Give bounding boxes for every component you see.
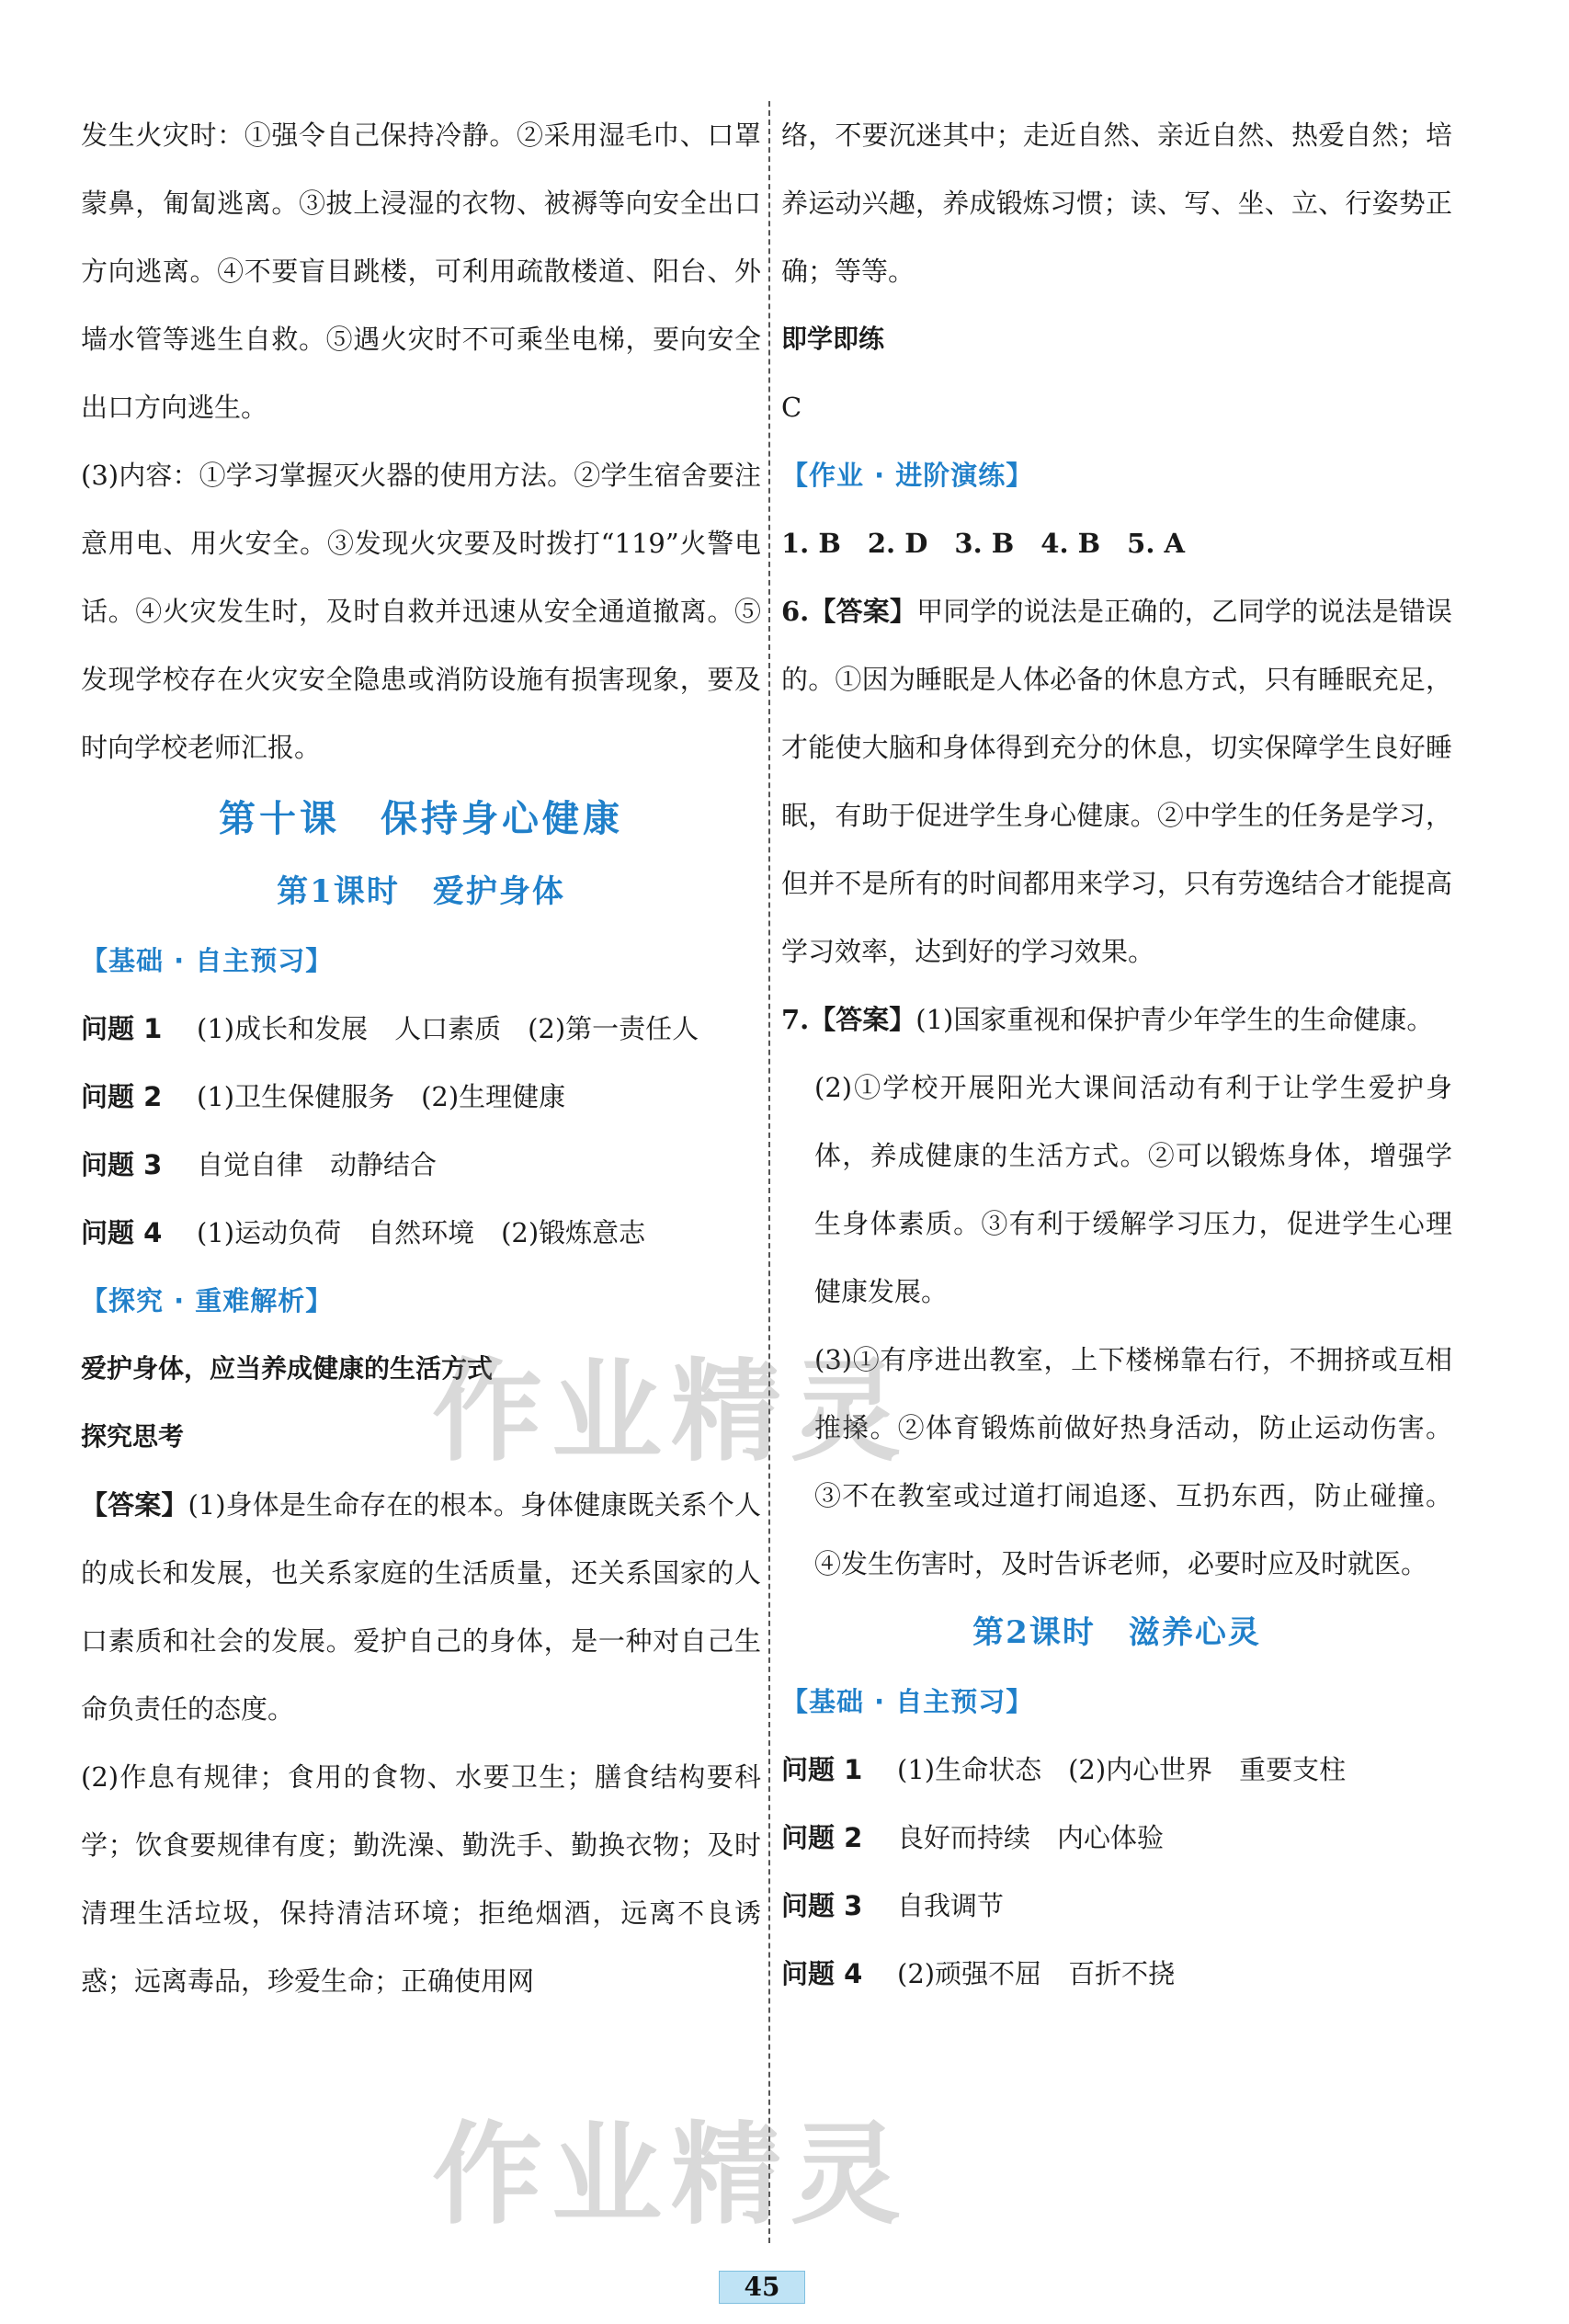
continued-paragraph: 络，不要沉迷其中；走近自然、亲近自然、热爱自然；培养运动兴趣，养成锻炼习惯；读、写、坐、立、行姿势正确；等等。 [781,120,1452,287]
question-label: 问题 1 [81,1013,163,1044]
explore-heading: 爱护身体，应当养成健康的生活方式 [81,1353,494,1384]
question-answer: (1)卫生保健服务 (2)生理健康 [197,1081,566,1112]
question-number: 6. [781,596,810,627]
question-label: 问题 3 [81,1149,163,1180]
answer-text: (1)国家重视和保护青少年学生的生命健康。 [915,1004,1434,1035]
watermark: 作业精灵 [432,2112,910,2239]
question-answer: (2)顽强不屈 百折不挠 [897,1958,1176,1989]
question-row [781,1736,1452,1804]
column-divider [768,101,770,2243]
right-column [781,101,1452,2008]
answer-text: (1)身体是生命存在的根本。身体健康既关系个人的成长和发展，也关系家庭的生活质量，还关系国家的人口素质和社会的发展。爱护自己的身体，是一种对自己生命负责任的态度。 [81,1489,761,1725]
question-7-part-2: (2)①学校开展阳光大课间活动有利于让学生爱护身体，养成健康的生活方式。②可以锻炼身体，增强学生身体素质。③有利于缓解学习压力，促进学生心理健康发展。 [814,1072,1452,1307]
lesson-title: 第十课 保持身心健康 [219,797,623,840]
question-row [781,1940,1452,2008]
question-row [81,1131,761,1199]
left-column [81,101,761,2015]
section-tag-basic: 【基础 · 自主预习】 [81,945,334,976]
answer-label: 【答案】 [809,1004,916,1035]
practice-answer: C [781,392,802,423]
question-answer: 自我调节 [897,1890,1005,1921]
question-answer: 良好而持续 内心体验 [897,1822,1165,1853]
question-row [81,995,761,1063]
period-2-title: 第2课时 滋养心灵 [972,1614,1261,1651]
question-row [81,1199,761,1267]
fire-safety-content-paragraph: (3)内容：①学习掌握灭火器的使用方法。②学生宿舍要注意用电、用火安全。③发现火灾要及时拨打“119”火警电话。④火灾发生时，及时自救并迅速从安全通道撤离。⑤发现学校存在火灾安全隐患或消防设施有损害现象，要及时向学校老师汇报。 [81,460,761,763]
section-tag-homework: 【作业 · 进阶演练】 [781,460,1034,491]
think-heading: 探究思考 [81,1421,185,1452]
question-answer: (1)生命状态 (2)内心世界 重要支柱 [897,1754,1347,1785]
section-tag-basic-2: 【基础 · 自主预习】 [781,1686,1034,1717]
question-7-part-3: (3)①有序进出教室，上下楼梯靠右行，不拥挤或互相推搡。②体育锻炼前做好热身活动，防止运动伤害。③不在教室或过道打闹追逐、互扔东西，防止碰撞。④发生伤害时，及时告诉老师，必要时应及时就医。 [814,1344,1452,1579]
watermark: 作业精灵 [432,1349,910,1476]
section-tag-explore: 【探究 · 重难解析】 [81,1285,334,1316]
multiple-choice-answers: 1. B 2. D 3. B 4. B 5. A [781,528,1186,559]
answer-label: 【答案】 [809,596,917,627]
question-row [781,1872,1452,1940]
question-answer: (1)运动负荷 自然环境 (2)锻炼意志 [197,1217,646,1248]
question-7 [781,985,1452,1054]
fire-escape-paragraph: 发生火灾时：①强令自己保持冷静。②采用湿毛巾、口罩蒙鼻，匍匐逃离。③披上浸湿的衣物、被褥等向安全出口方向逃离。④不要盲目跳楼，可利用疏散楼道、阳台、外墙水管等逃生自救。⑤遇火灾时不可乘坐电梯，要向安全出口方向逃生。 [81,120,761,423]
question-number: 7. [781,1004,810,1035]
explore-answer-2: (2)作息有规律；食用的食物、水要卫生；膳食结构要科学；饮食要规律有度；勤洗澡、勤洗手、勤换衣物；及时清理生活垃圾，保持清洁环境；拒绝烟酒，远离不良诱惑；远离毒品，珍爱生命；正确使用网 [81,1761,761,1997]
question-label: 问题 1 [781,1754,863,1785]
question-row [81,1063,761,1131]
page-number: 45 [719,2271,805,2304]
question-label: 问题 2 [781,1822,863,1853]
question-answer: 自觉自律 动静结合 [197,1149,438,1180]
answer-text: 甲同学的说法是正确的，乙同学的说法是错误的。①因为睡眠是人体必备的休息方式，只有睡眠充足，才能使大脑和身体得到充分的休息，切实保障学生良好睡眠，有助于促进学生身心健康。②中学生的任务是学习，但并不是所有的时间都用来学习，只有劳逸结合才能提高学习效率，达到好的学习效果。 [781,596,1452,967]
question-answer: (1)成长和发展 人口素质 (2)第一责任人 [197,1013,699,1044]
practice-heading: 即学即练 [781,324,885,354]
question-label: 问题 2 [81,1081,163,1112]
period-1-title: 第1课时 爱护身体 [277,873,565,910]
answer-label: 【答案】 [81,1489,188,1521]
question-label: 问题 4 [781,1958,863,1989]
question-label: 问题 4 [81,1217,163,1248]
explore-answer-1 [81,1471,761,1743]
question-row [781,1804,1452,1872]
question-6 [781,577,1452,985]
question-label: 问题 3 [781,1890,863,1921]
